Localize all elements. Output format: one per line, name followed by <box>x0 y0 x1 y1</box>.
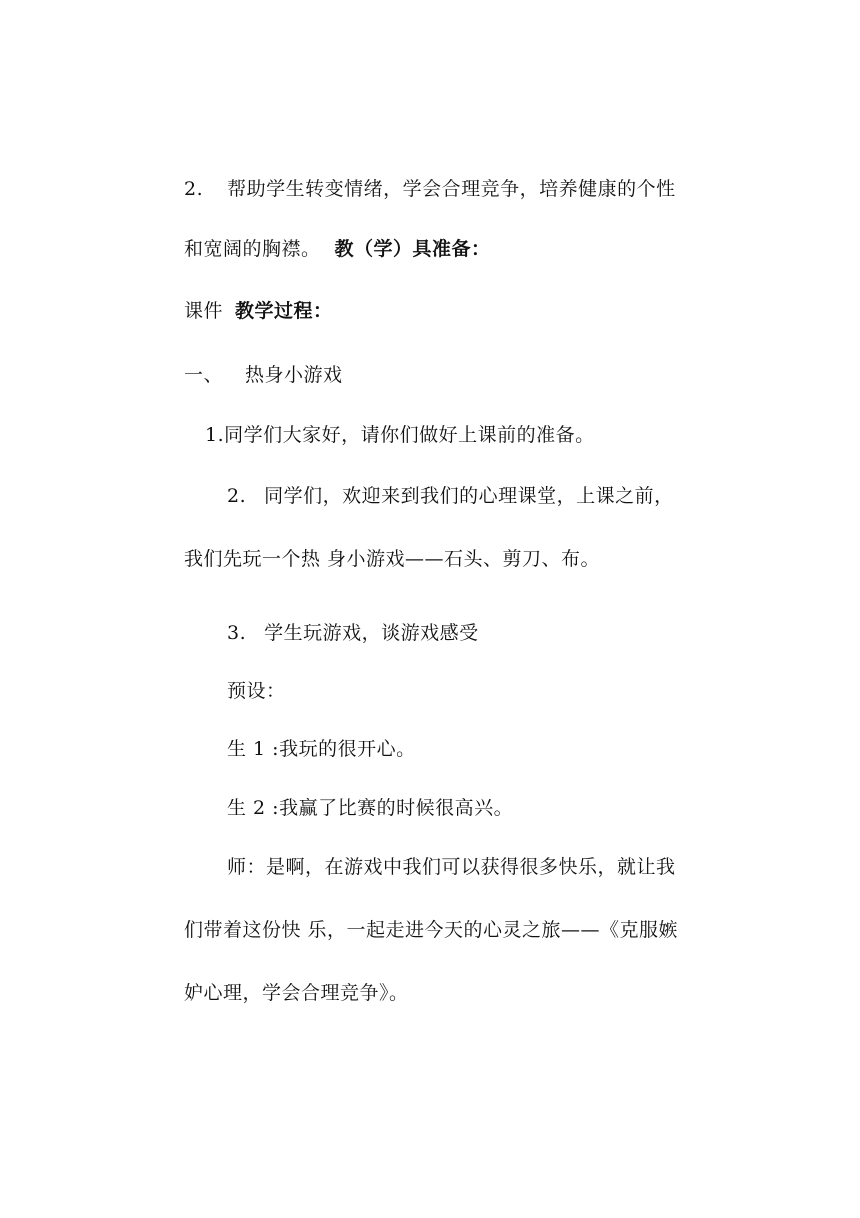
teacher-remark: 师：是啊，在游戏中我们可以获得很多快乐，就让我 <box>227 856 676 878</box>
teacher-remark-continuation-1: 们带着这份快 乐，一起走进今天的心灵之旅——《克服嫉 <box>184 919 679 941</box>
process-heading: 教学过程： <box>235 300 333 322</box>
materials-text: 课件 <box>184 300 224 322</box>
student-response-1: 生 1 :我玩的很开心。 <box>227 738 416 760</box>
step-item-2 <box>227 483 674 509</box>
step-2-continuation <box>184 546 600 572</box>
student-response-2: 生 2 :我赢了比赛的时候很高兴。 <box>227 797 514 819</box>
section-heading-1 <box>184 362 343 388</box>
step-text: 同学们，欢迎来到我们的心理课堂，上课之前， <box>264 485 674 507</box>
step-number: 2. <box>227 485 247 507</box>
preset-label: 预设： <box>227 680 286 702</box>
section-title: 热身小游戏 <box>245 364 343 386</box>
goal-text-continued: 和宽阔的胸襟。 <box>184 238 321 260</box>
materials-line <box>184 298 333 324</box>
section-number: 一、 <box>184 364 224 386</box>
teacher-remark-continuation-2: 妒心理，学会合理竞争》。 <box>184 982 409 1004</box>
goal-continuation-line <box>184 236 491 262</box>
goal-number: 2. <box>184 178 204 200</box>
goal-text: 帮助学生转变情绪，学会合理竞争，培养健康的个性 <box>227 178 676 200</box>
goal-item-2 <box>184 176 676 202</box>
step-text: 同学们大家好，请你们做好上课前的准备。 <box>224 424 595 446</box>
step-number: 3. <box>227 622 247 644</box>
step-text: 学生玩游戏，谈游戏感受 <box>264 622 479 644</box>
step-item-3 <box>227 620 479 646</box>
materials-heading: 教（学）具准备： <box>334 238 491 260</box>
step-number: 1. <box>205 424 225 446</box>
step-item-1 <box>205 422 595 448</box>
step-text-continued: 我们先玩一个热 身小游戏——石头、剪刀、布。 <box>184 548 601 570</box>
